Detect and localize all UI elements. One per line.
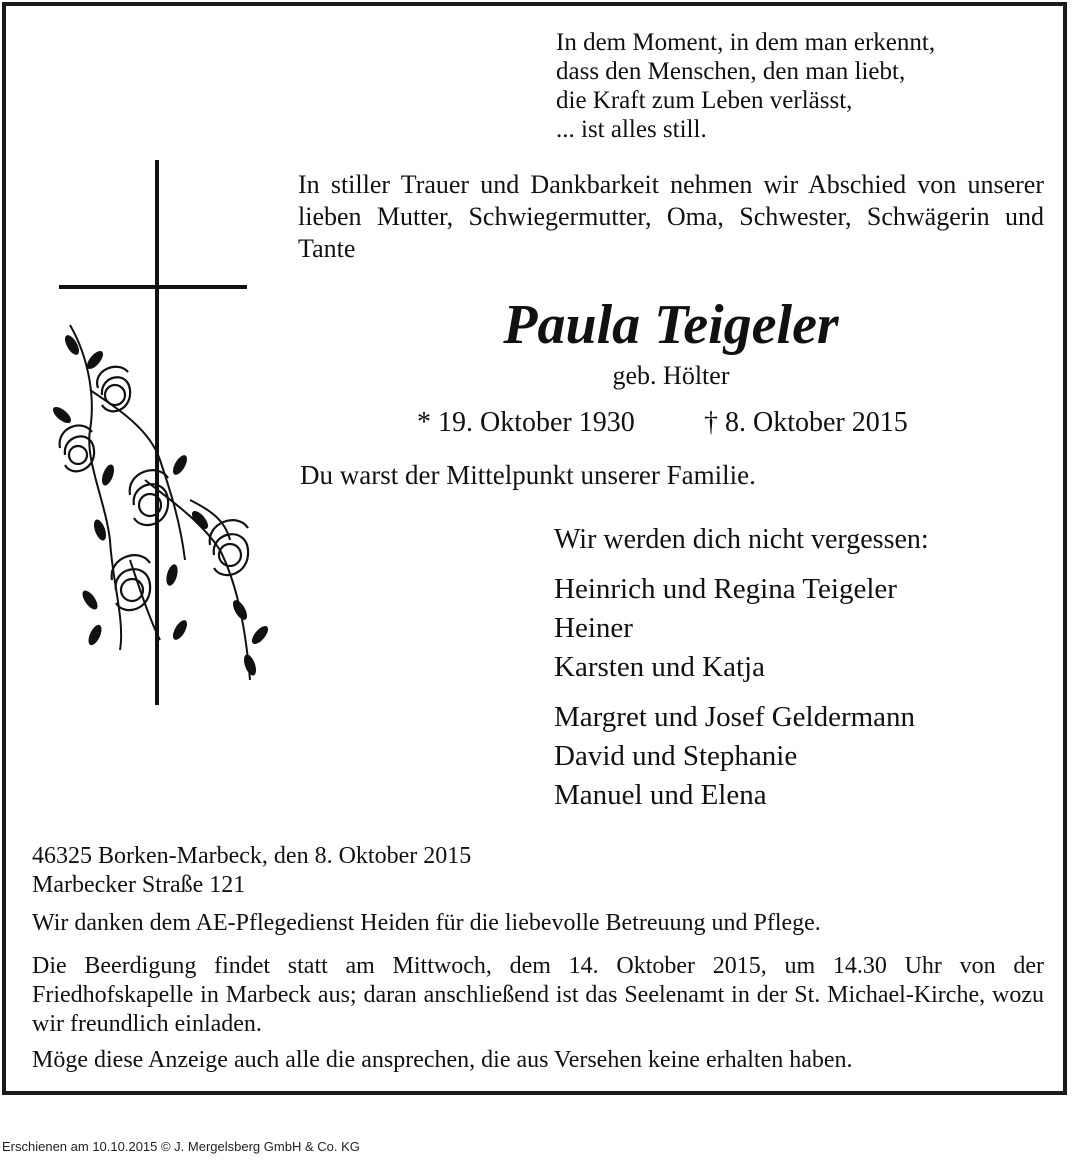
notice-text: Möge diese Anzeige auch alle die ansprechen, die aus Versehen keine erhalten haben.	[32, 1047, 853, 1073]
mourners-group-2	[554, 698, 915, 815]
address	[32, 842, 471, 900]
poem-line: In dem Moment, in dem man erkennt,	[556, 29, 936, 56]
mourner-name: Karsten und Katja	[554, 651, 765, 683]
death-date: † 8. Oktober 2015	[704, 407, 908, 438]
thanks-text: Wir danken dem AE-Pflegedienst Heiden für die liebevolle Betreuung und Pflege.	[32, 910, 821, 936]
poem	[556, 28, 935, 144]
poem-line: dass den Menschen, den man liebt,	[556, 58, 906, 85]
mourners-group-1	[554, 570, 897, 687]
remember-line: Wir werden dich nicht vergessen:	[554, 524, 929, 555]
maiden-name: geb. Hölter	[612, 361, 730, 390]
birth-date: * 19. Oktober 1930	[417, 407, 635, 438]
publication-footer: Erschienen am 10.10.2015 © J. Mergelsberg GmbH & Co. KG	[2, 1139, 360, 1154]
deceased-name: Paula Teigeler	[503, 294, 839, 356]
mourner-name: Manuel und Elena	[554, 779, 767, 811]
mourner-name: Heiner	[554, 612, 633, 644]
poem-line: ... ist alles still.	[556, 116, 707, 143]
intro-text: In stiller Trauer und Dankbarkeit nehmen wir Abschied von unserer lieben Mutter, Schwiegermutter, Oma, Schwester, Schwägerin und Tante	[298, 170, 1044, 263]
mourner-name: David und Stephanie	[554, 740, 798, 772]
mourner-name: Heinrich und Regina Teigeler	[554, 573, 897, 605]
motto: Du warst der Mittelpunkt unserer Familie.	[300, 460, 756, 490]
address-line: 46325 Borken-Marbeck, den 8. Oktober 2015	[32, 843, 472, 869]
mourner-name: Margret und Josef Geldermann	[554, 701, 916, 733]
address-line: Marbecker Straße 121	[32, 872, 246, 898]
funeral-text: Die Beerdigung findet statt am Mittwoch, dem 14. Oktober 2015, um 14.30 Uhr von der Friedhofskapelle in Marbeck aus; daran anschließend ist das Seelenamt in der St. Michael-Kirche, wozu wir freundlich einladen.	[32, 953, 1044, 1037]
cross-with-roses-icon	[50, 160, 280, 710]
poem-line: die Kraft zum Leben verlässt,	[556, 87, 853, 114]
